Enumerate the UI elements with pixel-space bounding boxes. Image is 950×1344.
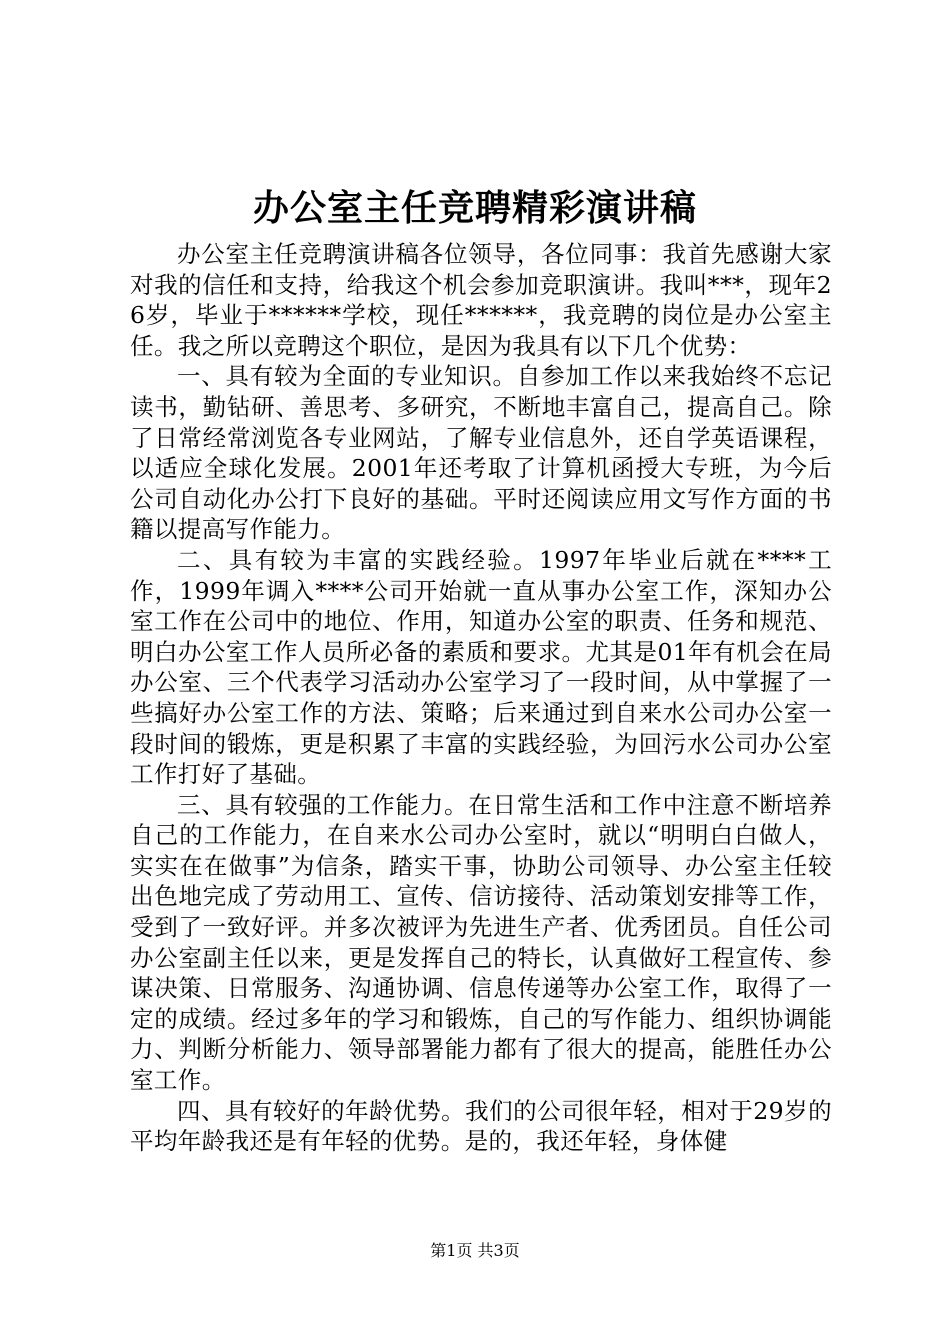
paragraph-point-4: 四、具有较好的年龄优势。我们的公司很年轻，相对于29岁的平均年龄我还是有年轻的优势。是的，我还年轻，身体健 bbox=[130, 1096, 832, 1156]
paragraph-point-2: 二、具有较为丰富的实践经验。1997年毕业后就在****工作，1999年调入****公司开始就一直从事办公室工作，深知办公室工作在公司中的地位、作用，知道办公室的职责、任务和规范、明白办公室工作人员所必备的素质和要求。尤其是01年有机会在局办公室、三个代表学习活动办公室学习了一段时间，从中掌握了一些搞好办公室工作的方法、策略；后来通过到自来水公司办公室一段时间的锻炼，更是积累了丰富的实践经验，为回污水公司办公室工作打好了基础。 bbox=[130, 545, 832, 789]
page-title: 办公室主任竞聘精彩演讲稿 bbox=[252, 187, 697, 229]
paragraph-intro: 办公室主任竞聘演讲稿各位领导，各位同事：我首先感谢大家对我的信任和支持，给我这个机会参加竞职演讲。我叫***，现年26岁，毕业于******学校，现任******，我竞聘的岗位是办公室主任。我之所以竞聘这个职位，是因为我具有以下几个优势： bbox=[130, 240, 832, 360]
paragraph-point-1: 一、具有较为全面的专业知识。自参加工作以来我始终不忘记读书，勤钻研、善思考、多研究，不断地丰富自己，提高自己。除了日常经常浏览各专业网站，了解专业信息外，还自学英语课程，以适应全球化发展。2001年还考取了计算机函授大专班，为今后公司自动化办公打下良好的基础。平时还阅读应用文写作方面的书籍以提高写作能力。 bbox=[130, 362, 832, 544]
document-body bbox=[130, 239, 832, 1157]
paragraph-point-3: 三、具有较强的工作能力。在日常生活和工作中注意不断培养自己的工作能力，在自来水公司办公室时，就以“明明白白做人，实实在在做事”为信条，踏实干事，协助公司领导、办公室主任较出色地完成了劳动用工、宣传、信访接待、活动策划安排等工作，受到了一致好评。并多次被评为先进生产者、优秀团员。自任公司办公室副主任以来，更是发挥自己的特长，认真做好工程宣传、参谋决策、日常服务、沟通协调、信息传递等办公室工作，取得了一定的成绩。经过多年的学习和锻炼，自己的写作能力、组织协调能力、判断分析能力、领导部署能力都有了很大的提高，能胜任办公室工作。 bbox=[130, 790, 832, 1095]
page-number-footer: 第1页 共3页 bbox=[430, 1241, 520, 1260]
